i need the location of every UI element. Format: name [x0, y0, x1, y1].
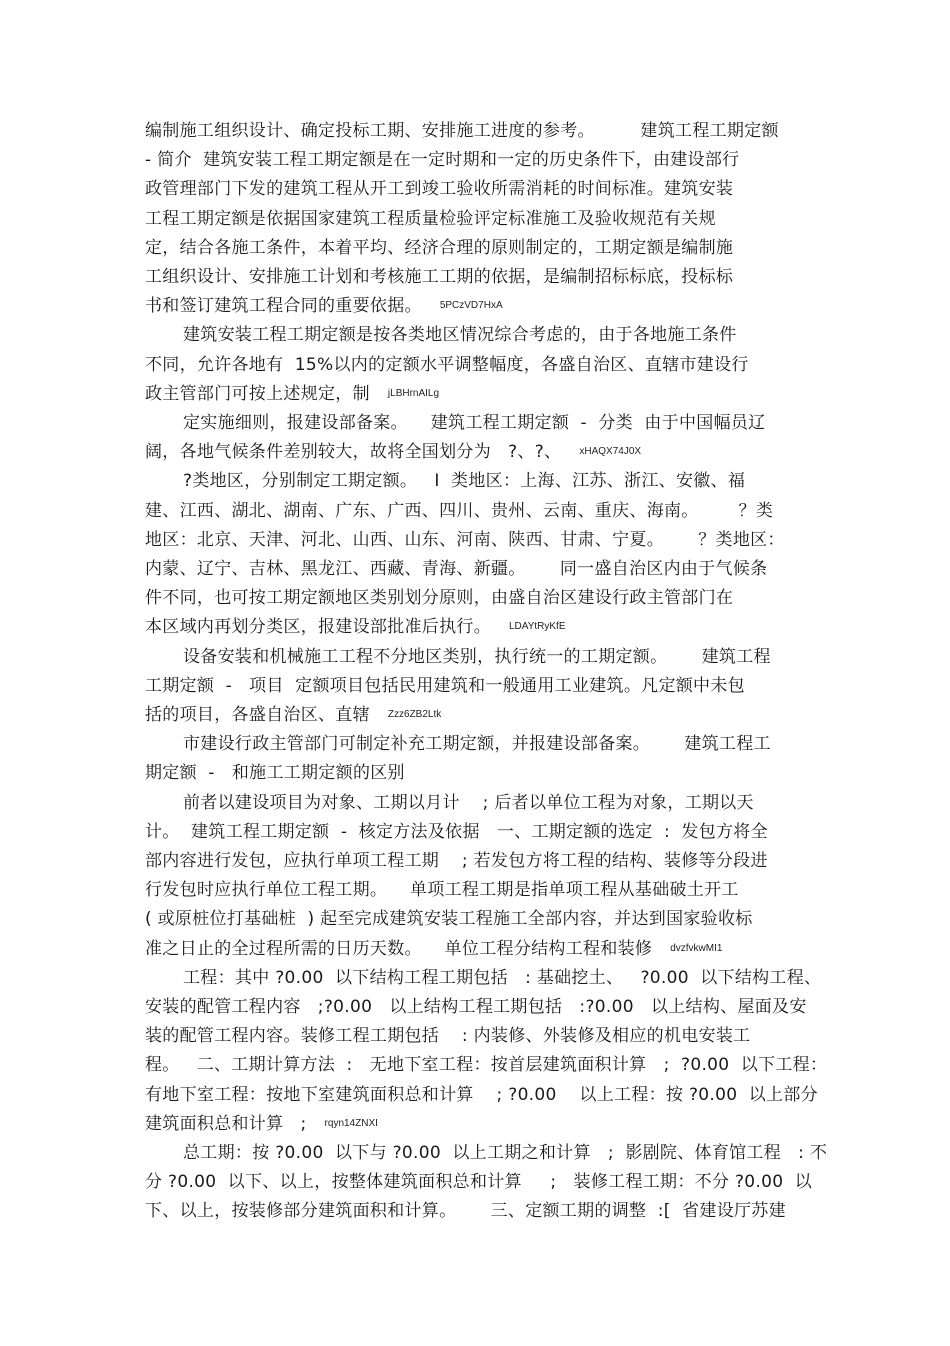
text-line	[145, 352, 749, 378]
line-text: 期定额 - 和施工工期定额的区别	[145, 763, 405, 784]
line-text: 部内容进行发包，应执行单项工程工期 ; 若发包方将工程的结构、装修等分段进	[145, 851, 768, 871]
line-text: 计。 建筑工程工期定额 - 核定方法及依据 一、工期定额的选定 : 发包方将全	[145, 821, 768, 842]
reference-code: rqyn14ZNXI	[324, 1117, 378, 1129]
text-line	[145, 906, 753, 932]
text-line	[145, 673, 745, 699]
text-line	[145, 293, 503, 319]
line-text: 件不同，也可按工期定额地区类别划分原则，由盛自治区建设行政主管部门在	[145, 588, 734, 609]
text-line	[145, 206, 716, 232]
text-line	[145, 527, 785, 553]
line-text: 前者以建设项目为对象、工期以月计 ; 后者以单位工程为对象，工期以天	[183, 792, 754, 813]
line-text: 有地下室工程：按地下室建筑面积总和计算 ; ?0.00 以上工程：按 ?0.00 以上部分	[145, 1084, 818, 1105]
line-text: 工期定额 - 项目 定额项目包括民用建筑和一般通用工业建筑。凡定额中未包	[145, 675, 745, 696]
text-line	[145, 877, 739, 903]
reference-code: jLBHrnAILg	[387, 387, 440, 399]
line-text: 安装的配管工程内容 ;?0.00 以上结构工程工期包括 :?0.00 以上结构、屋面及安	[145, 997, 807, 1017]
text-line	[183, 731, 771, 757]
text-line	[145, 702, 441, 728]
text-line	[145, 936, 722, 962]
line-text: - 简介 建筑安装工程工期定额是在一定时期和一定的历史条件下，由建设部行	[145, 150, 740, 171]
text-line	[145, 848, 768, 874]
line-text: 政管理部门下发的建筑工程从开工到竣工验收所需消耗的时间标准。建筑安装	[145, 179, 734, 200]
line-text: 总工期：按 ?0.00 以下与 ?0.00 以上工期之和计算 ; 影剧院、体育馆工程 : 不	[183, 1143, 828, 1163]
line-text: 建、江西、湖北、湖南、广东、广西、四川、贵州、云南、重庆、海南。 ？类	[145, 500, 774, 521]
line-text: 建筑面积总和计算 ;	[145, 1113, 307, 1134]
text-line	[145, 1169, 812, 1195]
line-text: 括的项目，各盛自治区、直辖	[145, 705, 370, 725]
text-line	[145, 614, 566, 640]
reference-code: Zzz6ZB2Ltk	[387, 709, 442, 720]
text-line	[145, 498, 773, 524]
line-text: 下、以上，按装修部分建筑面积和计算。 三、定额工期的调整 :[ 省建设厅苏建	[145, 1201, 786, 1222]
text-line	[183, 1140, 827, 1166]
line-text: 装的配管工程内容。装修工程工期包括 : 内装修、外装修及相应的机电安装工	[145, 1026, 751, 1047]
reference-code: 5PCzVD7HxA	[439, 300, 503, 312]
reference-code: LDAYtRyKfE	[509, 621, 566, 633]
text-line	[183, 644, 771, 670]
text-line	[183, 790, 754, 816]
text-line	[145, 118, 779, 144]
text-line	[145, 585, 733, 611]
line-text: 行发包时应执行单位工程工期。 单项工程工期是指单项工程从基础破土开工	[145, 880, 739, 901]
line-text: 不同，允许各地有 15%以内的定额水平调整幅度，各盛自治区、直辖市建设行	[145, 354, 749, 375]
line-text: 市建设行政主管部门可制定补充工期定额，并报建设部备案。 建筑工程工	[183, 734, 771, 755]
line-text: 本区域内再划分类区，报建设部批准后执行。	[145, 617, 491, 638]
text-line	[145, 1111, 378, 1137]
text-line	[183, 322, 737, 348]
line-text: 定，结合各施工条件，本着平均、经济合理的原则制定的，工期定额是编制施	[145, 237, 734, 258]
line-text: ?类地区，分别制定工期定额。 I 类地区：上海、江苏、浙江、安徽、福	[183, 471, 746, 492]
line-text: 地区：北京、天津、河北、山西、山东、河南、陕西、甘肃、宁夏。 ？类地区：	[145, 529, 785, 550]
text-line	[183, 410, 765, 436]
line-text: 阔，各地气候条件差别较大，故将全国划分为 ?、?、	[145, 442, 562, 463]
line-text: ( 或原桩位打基础桩 ) 起至完成建筑安装工程施工全部内容，并达到国家验收标	[145, 909, 753, 930]
line-text: 建筑安装工程工期定额是按各类地区情况综合考虑的，由于各地施工条件	[183, 325, 737, 346]
reference-code: dvzfvkwMI1	[670, 942, 723, 954]
text-line	[145, 176, 733, 202]
text-line	[145, 760, 405, 786]
text-line	[145, 994, 807, 1020]
line-text: 程。 二、工期计算方法 : 无地下室工程：按首层建筑面积计算 ; ?0.00 以下工程：	[145, 1055, 828, 1076]
reference-code: xHAQX74J0X	[579, 446, 642, 458]
line-text: 书和签订建筑工程合同的重要依据。	[145, 296, 422, 317]
text-line	[145, 819, 768, 845]
line-text: 政主管部门可按上述规定，制	[145, 383, 370, 404]
text-line	[183, 468, 745, 494]
text-line	[145, 1082, 818, 1108]
line-text: 工程工期定额是依据国家建筑工程质量检验评定标准施工及验收规范有关规	[145, 208, 716, 229]
line-text: 分 ?0.00 以下、以上，按整体建筑面积总和计算 ; 装修工程工期：不分 ?0.00 以	[145, 1172, 813, 1193]
line-text: 编制施工组织设计、确定投标工期、安排施工进度的参考。 建筑工程工期定额	[145, 121, 779, 141]
line-text: 工程：其中 ?0.00 以下结构工程工期包括 : 基础挖土、 ?0.00 以下结构工程、	[183, 967, 822, 988]
text-line	[145, 147, 739, 173]
line-text: 内蒙、辽宁、吉林、黑龙江、西藏、青海、新疆。 同一盛自治区内由于气候条	[145, 559, 768, 579]
text-line	[145, 235, 733, 261]
line-text: 设备安装和机械施工工程不分地区类别，执行统一的工期定额。 建筑工程	[183, 646, 771, 667]
text-line	[145, 556, 767, 582]
text-line	[145, 1198, 786, 1224]
text-line	[145, 439, 641, 465]
text-line	[145, 381, 439, 407]
line-text: 准之日止的全过程所需的日历天数。 单位工程分结构工程和装修	[145, 938, 653, 959]
text-line	[145, 264, 733, 290]
text-line	[145, 1023, 750, 1049]
text-line	[183, 965, 821, 991]
text-line	[145, 1052, 827, 1078]
line-text: 定实施细则，报建设部备案。 建筑工程工期定额 - 分类 由于中国幅员辽	[183, 413, 766, 433]
line-text: 工组织设计、安排施工计划和考核施工工期的依据，是编制招标标底，投标标	[145, 267, 734, 287]
